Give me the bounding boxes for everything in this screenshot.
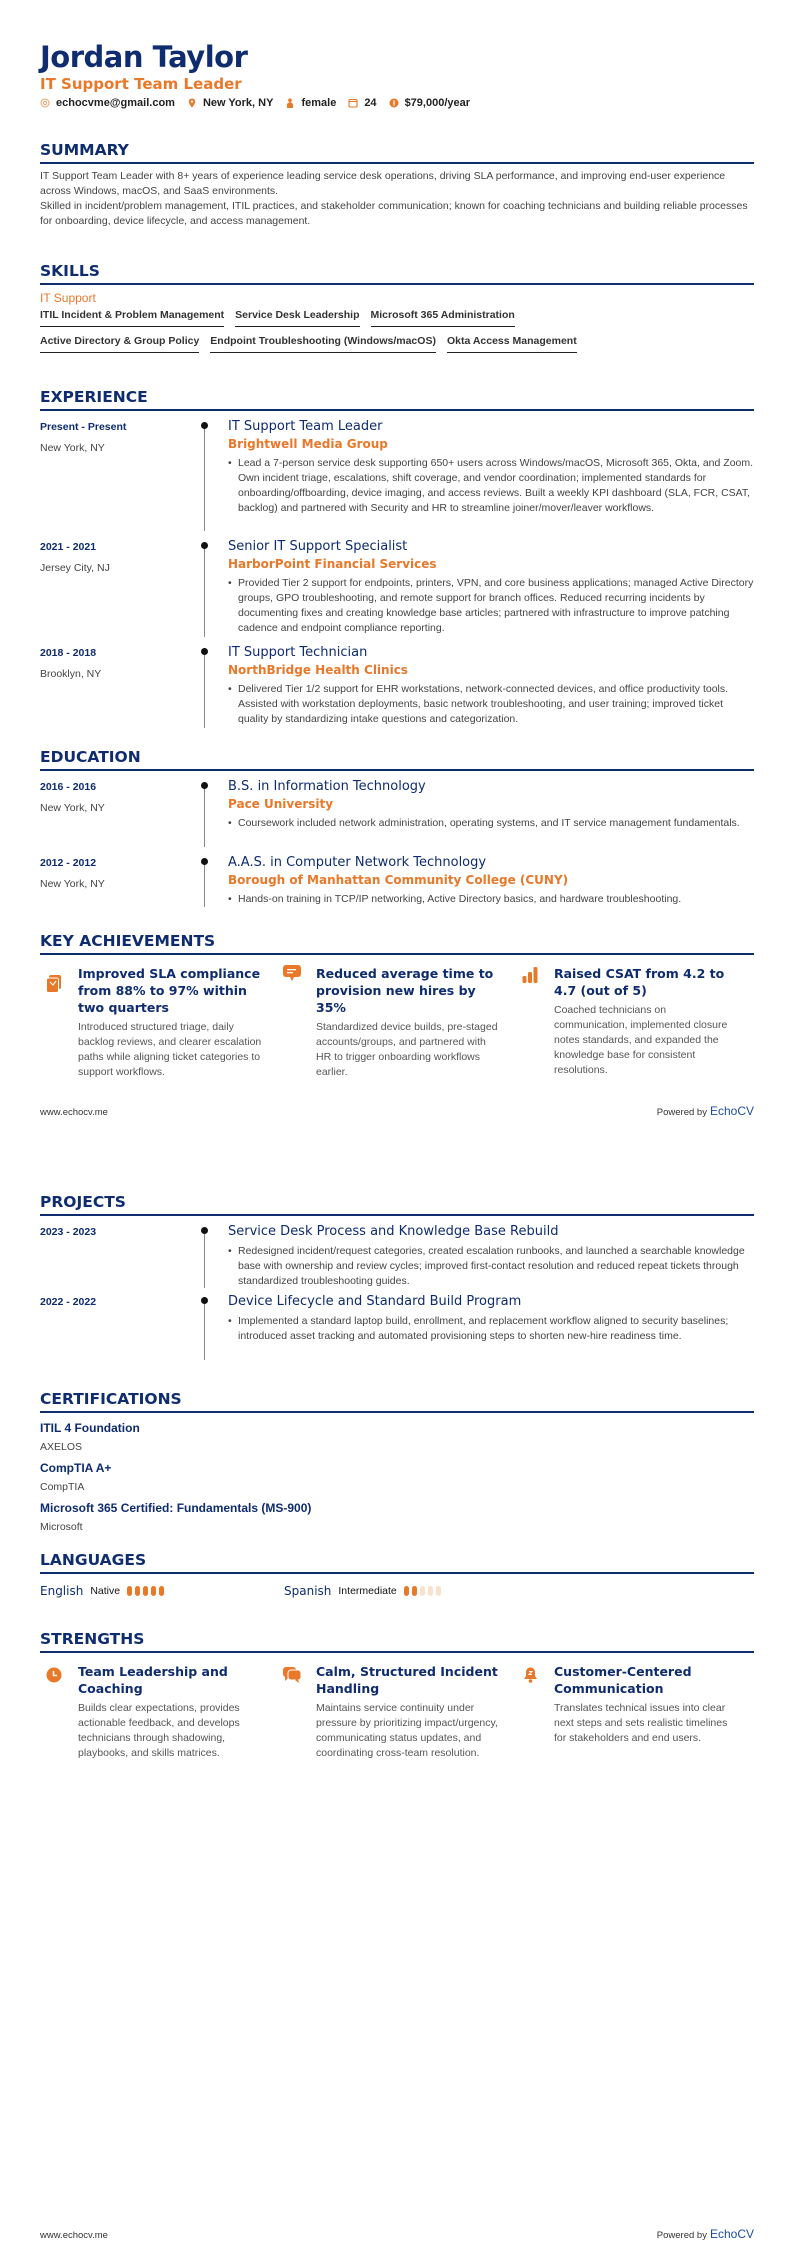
footer-website-link[interactable]: www.echocv.me xyxy=(40,1107,108,1118)
certifications-section xyxy=(40,1390,754,1533)
experience-entry xyxy=(40,419,754,531)
timeline-dot xyxy=(201,1297,208,1304)
summary-heading: SUMMARY xyxy=(40,141,754,164)
contact-salary xyxy=(389,97,470,109)
footer-powered-by: Powered by EchoCV xyxy=(656,2227,754,2241)
contact-age xyxy=(348,97,376,109)
skill-tag: ITIL Incident & Problem Management xyxy=(40,309,224,327)
rating-dot-empty xyxy=(428,1586,433,1596)
entry-location: New York, NY xyxy=(40,442,105,454)
resume-page-2 xyxy=(0,1123,794,2246)
rating-dot-filled xyxy=(412,1586,417,1596)
language-rating xyxy=(127,1586,164,1596)
entry-bullet: • Redesigned incident/request categories, created escalation runbooks, and launched a searchable knowledge base with ownership and review cycles; improved first-contact resolution and reduced repeat tickets through standardized troubleshooting guides. xyxy=(228,1244,754,1289)
achievement-card xyxy=(516,965,754,1080)
achievement-title: Improved SLA compliance from 88% to 97% within two quarters xyxy=(78,966,261,1015)
rating-dot-filled xyxy=(404,1586,409,1596)
skill-category: IT Support xyxy=(40,291,96,305)
timeline-line xyxy=(204,1230,205,1288)
entry-bullet: • Implemented a standard laptop build, enrollment, and replacement workflow aligned to security baselines; introduced asset tracking and automated provisioning steps to shorten new-hire readiness time. xyxy=(228,1314,754,1344)
achievements-section xyxy=(40,932,754,1080)
entry-dates: 2016 - 2016 xyxy=(40,781,97,793)
entry-organization: NorthBridge Health Clinics xyxy=(228,663,408,677)
timeline-line xyxy=(204,861,205,907)
language-level: Native xyxy=(90,1585,121,1597)
contact-gender-value: female xyxy=(301,97,337,109)
project-entry xyxy=(40,1294,754,1360)
language-name: Spanish xyxy=(284,1584,332,1598)
timeline-line xyxy=(204,425,205,531)
certification-name: CompTIA A+ xyxy=(40,1461,112,1475)
skill-tag: Service Desk Leadership xyxy=(235,309,359,327)
clipboard-icon xyxy=(46,975,62,993)
language-name: English xyxy=(40,1584,84,1598)
timeline-dot xyxy=(201,648,208,655)
entry-organization: Brightwell Media Group xyxy=(228,437,388,451)
entry-dates: 2023 - 2023 xyxy=(40,1226,97,1238)
bar-chart-icon xyxy=(522,967,538,983)
strength-description: Builds clear expectations, provides actionable feedback, and develops technicians through shadowing, playbooks, and skills matrices. xyxy=(78,1702,240,1759)
rating-dot-empty xyxy=(420,1586,425,1596)
summary-paragraph: Skilled in incident/problem management, ITIL practices, and stakeholder communication; known for coaching technicians and building reliable processes for onboarding, device lifecycle, and access management. xyxy=(40,200,748,227)
project-entry xyxy=(40,1224,754,1288)
strength-title: Calm, Structured Incident Handling xyxy=(316,1664,498,1696)
rating-dot-filled xyxy=(135,1586,140,1596)
entry-dates: 2021 - 2021 xyxy=(40,541,97,553)
entry-dates: 2022 - 2022 xyxy=(40,1296,97,1308)
timeline-dot xyxy=(201,1227,208,1234)
strength-title: Customer-Centered Communication xyxy=(554,1664,692,1696)
contact-gender xyxy=(285,97,336,109)
strength-card xyxy=(278,1663,516,1761)
at-icon xyxy=(40,98,50,108)
strength-card xyxy=(40,1663,278,1761)
candidate-name: Jordan Taylor xyxy=(40,40,248,74)
education-section xyxy=(40,748,754,907)
skills-row xyxy=(40,335,754,353)
entry-role: IT Support Team Leader xyxy=(228,419,383,434)
skill-tag: Active Directory & Group Policy xyxy=(40,335,199,353)
certification-issuer: CompTIA xyxy=(40,1481,85,1493)
timeline-dot xyxy=(201,858,208,865)
strength-description: Maintains service continuity under pressure by prioritizing impact/urgency, communicating status updates, and coordinating cross-team resolution. xyxy=(316,1702,498,1759)
location-pin-icon xyxy=(187,98,197,108)
project-title: Service Desk Process and Knowledge Base Rebuild xyxy=(228,1224,559,1239)
contact-email[interactable] xyxy=(40,97,175,109)
experience-entry xyxy=(40,539,754,637)
certification-issuer: AXELOS xyxy=(40,1441,83,1453)
education-entry xyxy=(40,779,754,847)
skills-row xyxy=(40,309,754,327)
entry-location: Jersey City, NJ xyxy=(40,562,110,574)
footer-powered-by: Powered by EchoCV xyxy=(656,1104,754,1118)
achievement-description: Coached technicians on communication, implemented closure notes standards, and expanded the knowledge base for consistent resolutions. xyxy=(554,1004,728,1076)
achievements-heading: KEY ACHIEVEMENTS xyxy=(40,932,754,955)
skills-heading: SKILLS xyxy=(40,262,754,285)
language-rating xyxy=(404,1586,441,1596)
timeline-dot xyxy=(201,542,208,549)
skill-tag: Microsoft 365 Administration xyxy=(371,309,515,327)
candidate-title: IT Support Team Leader xyxy=(40,75,242,93)
entry-location: Brooklyn, NY xyxy=(40,668,102,680)
brand-logo: EchoCV xyxy=(709,1104,754,1118)
entry-degree: A.A.S. in Computer Network Technology xyxy=(228,855,487,870)
brand-logo: EchoCV xyxy=(709,2227,754,2241)
contact-location xyxy=(187,97,274,109)
entry-role: IT Support Technician xyxy=(228,645,368,660)
timeline-line xyxy=(204,785,205,847)
entry-bullet: • Delivered Tier 1/2 support for EHR workstations, network-connected devices, and office productivity tools. Assisted with workstation deployments, basic network troubleshooting, and user training; improved ticket quality by standardizing intake questions and categorization. xyxy=(228,682,754,727)
education-entry xyxy=(40,855,754,907)
footer-website-link[interactable]: www.echocv.me xyxy=(40,2230,108,2241)
language-level: Intermediate xyxy=(338,1585,397,1597)
strengths-section xyxy=(40,1630,754,1761)
entry-organization: HarborPoint Financial Services xyxy=(228,557,437,571)
contact-salary-value: $79,000/year xyxy=(404,97,471,109)
entry-bullet: • Provided Tier 2 support for endpoints, printers, VPN, and core business applications; managed Active Directory groups, GPO troubleshooting, and remote support for branch offices. Reduced recurring incidents by documenting fixes and creating knowledge base articles; partnered with infrastructure to improve patching cadence and endpoint compliance reporting. xyxy=(228,576,754,636)
entry-school: Borough of Manhattan Community College (CUNY) xyxy=(228,873,569,887)
summary-paragraph: IT Support Team Leader with 8+ years of experience leading service desk operations, driving SLA performance, and improving end-user experience across Windows, macOS, and SaaS environments. xyxy=(40,170,726,197)
chat-bubbles-icon xyxy=(283,1667,301,1683)
contact-email-value: echocvme@gmail.com xyxy=(56,97,175,109)
entry-location: New York, NY xyxy=(40,802,105,814)
contact-age-value: 24 xyxy=(364,97,377,109)
page-footer xyxy=(40,1104,754,1118)
entry-bullet: • Coursework included network administration, operating systems, and IT service management fundamentals. xyxy=(228,816,754,831)
projects-section xyxy=(40,1193,754,1360)
strength-card xyxy=(516,1663,754,1761)
certification-issuer: Microsoft xyxy=(40,1521,83,1533)
education-heading: EDUCATION xyxy=(40,748,754,771)
skills-section xyxy=(40,262,754,361)
timeline-line xyxy=(204,545,205,637)
timeline-dot xyxy=(201,782,208,789)
rating-dot-empty xyxy=(436,1586,441,1596)
experience-heading: EXPERIENCE xyxy=(40,388,754,411)
contact-location-value: New York, NY xyxy=(202,97,274,109)
entry-dates: 2012 - 2012 xyxy=(40,857,97,869)
money-icon xyxy=(389,98,399,108)
languages-heading: LANGUAGES xyxy=(40,1551,754,1574)
certifications-heading: CERTIFICATIONS xyxy=(40,1390,754,1413)
entry-bullet: • Hands-on training in TCP/IP networking, Active Directory basics, and hardware troubleshooting. xyxy=(228,892,754,907)
achievement-title: Reduced average time to provision new hires by 35% xyxy=(316,966,494,1015)
entry-dates: Present - Present xyxy=(40,421,127,433)
entry-school: Pace University xyxy=(228,797,334,811)
strength-title: Team Leadership and Coaching xyxy=(78,1664,228,1696)
chat-bubble-icon xyxy=(283,965,301,982)
skill-tag: Okta Access Management xyxy=(447,335,577,353)
language-item xyxy=(40,1584,284,1598)
entry-degree: B.S. in Information Technology xyxy=(228,779,426,794)
entry-location: New York, NY xyxy=(40,878,105,890)
page-footer xyxy=(40,2227,754,2241)
bell-icon xyxy=(523,1667,538,1683)
entry-role: Senior IT Support Specialist xyxy=(228,539,408,554)
skill-tag: Endpoint Troubleshooting (Windows/macOS) xyxy=(210,335,436,353)
entry-bullet: • Lead a 7-person service desk supporting 650+ users across Windows/macOS, Microsoft 365, Okta, and Zoom. Own incident triage, escalations, shift coverage, and vendor coordination; implemented standards for onboarding/offboarding, device imaging, and access reviews. Built a weekly KPI dashboard (SLA, FCR, CSAT, backlog) and partnered with Security and HR to streamline joiner/mover/leaver workflows. xyxy=(228,456,754,516)
timeline-line xyxy=(204,1300,205,1360)
experience-entry xyxy=(40,645,754,728)
rating-dot-filled xyxy=(151,1586,156,1596)
person-icon xyxy=(285,98,295,108)
achievement-description: Introduced structured triage, daily backlog reviews, and clearer escalation paths while aligning ticket categories to support workflows. xyxy=(78,1021,262,1078)
language-item xyxy=(284,1584,528,1598)
achievement-card xyxy=(278,965,516,1080)
summary-section xyxy=(40,141,754,229)
projects-heading: PROJECTS xyxy=(40,1193,754,1216)
rating-dot-filled xyxy=(143,1586,148,1596)
calendar-icon xyxy=(348,98,358,108)
experience-section xyxy=(40,388,754,728)
strengths-heading: STRENGTHS xyxy=(40,1630,754,1653)
achievement-card xyxy=(40,965,278,1080)
entry-dates: 2018 - 2018 xyxy=(40,647,97,659)
achievement-description: Standardized device builds, pre-staged accounts/groups, and partnered with HR to trigger onboarding workflows earlier. xyxy=(316,1021,498,1078)
strength-description: Translates technical issues into clear next steps and sets realistic timelines for stakeholders and end users. xyxy=(554,1702,728,1744)
certification-name: ITIL 4 Foundation xyxy=(40,1421,140,1435)
project-title: Device Lifecycle and Standard Build Program xyxy=(228,1294,522,1309)
languages-section xyxy=(40,1551,754,1598)
rating-dot-filled xyxy=(127,1586,132,1596)
rating-dot-filled xyxy=(159,1586,164,1596)
timeline-line xyxy=(204,651,205,728)
certification-name: Microsoft 365 Certified: Fundamentals (MS-900) xyxy=(40,1501,312,1515)
contact-bar xyxy=(40,97,470,109)
achievement-title: Raised CSAT from 4.2 to 4.7 (out of 5) xyxy=(554,966,725,998)
clock-icon xyxy=(46,1667,62,1683)
timeline-dot xyxy=(201,422,208,429)
